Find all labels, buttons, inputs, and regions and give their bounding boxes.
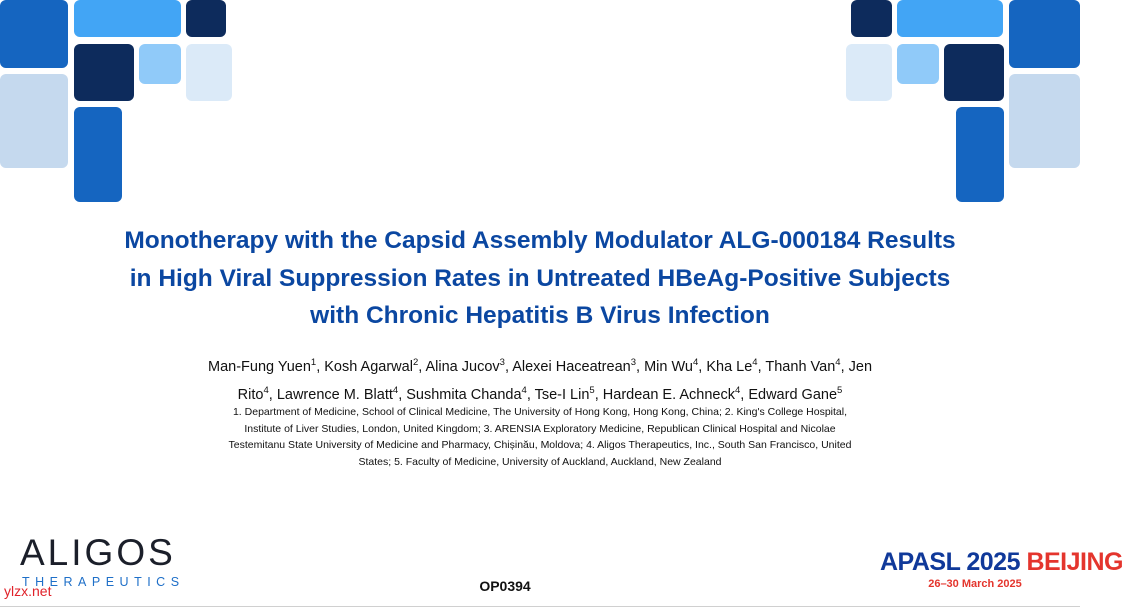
author-affiliation-number: 5: [837, 384, 843, 396]
decor-tile: [944, 44, 1004, 101]
title-line: in High Viral Suppression Rates in Untreated HBeAg-Positive Subjects: [129, 264, 951, 292]
decor-tile: [1009, 0, 1080, 68]
conference-dates: 26–30 March 2025: [928, 578, 1022, 590]
logo-tagline: THERAPEUTICS: [22, 575, 185, 589]
author-name: Hardean E. Achneck: [602, 386, 735, 403]
author-affiliation-number: 4: [734, 384, 741, 396]
author-name: Kosh Agarwal: [324, 358, 413, 375]
author-affiliation-number: 2: [412, 357, 419, 368]
author-affiliation-number: 4: [263, 384, 269, 396]
author-affiliation-number: 4: [752, 357, 758, 368]
decor-tile: [186, 0, 226, 37]
decor-tile: [897, 44, 939, 84]
author-line: Rito$^4$, Lawrence M. Blatt$^4$, Sushmita Chanda$^4$, Tse-I Lin$^5$, Hardean E. Achneck$^4$, Edward Gane$^5$: [237, 384, 843, 403]
author-name: Tse-I Lin: [534, 386, 590, 403]
decor-tile: [74, 107, 122, 202]
author-name: Min Wu: [644, 358, 693, 375]
author-affiliation-number: 4: [835, 357, 841, 368]
affiliation-line: States; 5. Faculty of Medicine, University of Auckland, Auckland, New Zealand: [358, 455, 722, 468]
conference-name: APASL 2025: [880, 548, 1020, 576]
author-affiliation-number: 4: [392, 384, 399, 396]
author-affiliation-number: 3: [499, 357, 505, 368]
decor-tile: [1009, 74, 1080, 168]
decor-tile: [74, 44, 134, 101]
conference-logo: [880, 548, 1123, 591]
author-name: Edward Gane: [748, 386, 838, 403]
author-affiliation-number: 5: [589, 384, 595, 396]
author-name: Thanh Van: [765, 358, 836, 375]
watermark-text: ylzx.net: [4, 583, 52, 599]
decor-tile: [186, 44, 232, 101]
decor-tile: [139, 44, 181, 84]
decor-tile: [74, 0, 181, 37]
affiliation-line: Institute of Liver Studies, London, United Kingdom; 3. ARENSIA Exploratory Medicine, Republican Clinical Hospital and Nicolae: [244, 422, 836, 435]
conference-name-line: [880, 548, 1123, 576]
author-name: Lawrence M. Blatt: [276, 386, 393, 403]
conference-city: BEIJING: [1026, 548, 1123, 576]
decor-tile: [897, 0, 1003, 37]
decor-tile: [0, 74, 68, 168]
presentation-title: [40, 222, 1040, 335]
author-affiliation-number: 3: [630, 357, 637, 368]
logo-wordmark: ALIGOS: [20, 532, 176, 573]
author-affiliation-number: 4: [521, 384, 527, 396]
author-list: [150, 351, 930, 407]
author-affiliation-number: 1: [310, 357, 317, 368]
author-name: Alexei Haceatrean: [512, 358, 631, 375]
author-name: Sushmita Chanda: [406, 386, 522, 403]
author-affiliation-number: 4: [692, 357, 699, 368]
aligos-logo: [20, 532, 185, 589]
decor-tile: [956, 107, 1004, 202]
decor-tile: [851, 0, 892, 37]
author-name: Kha Le: [706, 358, 753, 375]
affiliation-line: Testemitanu State University of Medicine and Pharmacy, Chișinău, Moldova; 4. Aligos Therapeutics, Inc., South San Francisco, United: [228, 439, 852, 451]
author-line: Man-Fung Yuen$^1$, Kosh Agarwal$^2$, Alina Jucov$^3$, Alexei Haceatrean$^3$, Min Wu$^4$, Kha Le$^4$, Thanh Van$^4$, Jen: [207, 357, 873, 375]
author-name: Rito: [237, 386, 264, 403]
abstract-code: OP0394: [479, 578, 531, 594]
author-name: Jen: [848, 358, 873, 375]
decor-tile: [846, 44, 892, 101]
affiliation-line: 1. Department of Medicine, School of Clinical Medicine, The University of Hong Kong, Hong Kong, China; 2. King's College Hospital,: [232, 406, 848, 418]
affiliations: [150, 404, 930, 470]
author-name: Alina Jucov: [425, 358, 500, 375]
author-name: Man-Fung Yuen: [207, 358, 311, 375]
decor-tile: [0, 0, 68, 68]
title-line: with Chronic Hepatitis B Virus Infection: [310, 302, 770, 329]
title-line: Monotherapy with the Capsid Assembly Modulator ALG-000184 Results: [124, 227, 956, 254]
